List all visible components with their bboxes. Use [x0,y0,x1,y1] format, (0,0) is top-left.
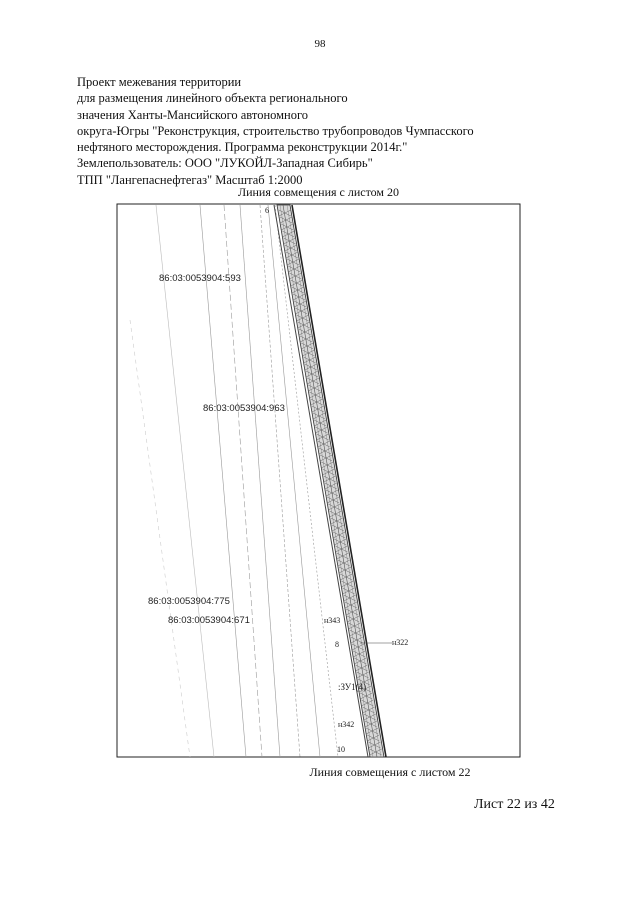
point-label: н322 [392,638,409,647]
parcel-label: 86:03:0053904:593 [159,273,241,284]
page-number: 98 [314,38,326,50]
header-line: для размещения линейного объекта регионального [77,91,348,106]
point-label: 8 [335,640,339,649]
header-line: Землепользователь: ООО "ЛУКОЙЛ-Западная Сибирь" [77,156,373,171]
header-line: нефтяного месторождения. Программа реконструкции 2014г." [77,140,408,155]
parcel-label: 86:03:0053904:963 [203,403,285,414]
point-label: 10 [337,745,345,754]
top-join-line-label: Линия совмещения с листом 20 [237,185,400,199]
header-line: ТПП "Лангепаснефтегаз" Масштаб 1:2000 [77,172,303,187]
pipeline-corridor [274,205,386,757]
point-label: 6 [265,206,269,215]
parcel-label: 86:03:0053904:671 [168,615,250,626]
header-line: Проект межевания территории [77,75,242,89]
header-line: округа-Югры "Реконструкция, строительство трубопроводов Чумпасского [77,123,474,138]
header-line: значения Ханты-Мансийского автономного [77,107,309,122]
point-label: н343 [324,616,341,625]
bottom-join-line-label: Линия совмещения с листом 22 [309,765,471,779]
point-label: н342 [338,720,355,729]
map-frame [117,204,520,757]
parcel-label: :ЗУ1(4) [338,682,367,692]
parcel-label: 86:03:0053904:775 [148,596,230,607]
sheet-number: Лист 22 из 42 [474,797,555,812]
